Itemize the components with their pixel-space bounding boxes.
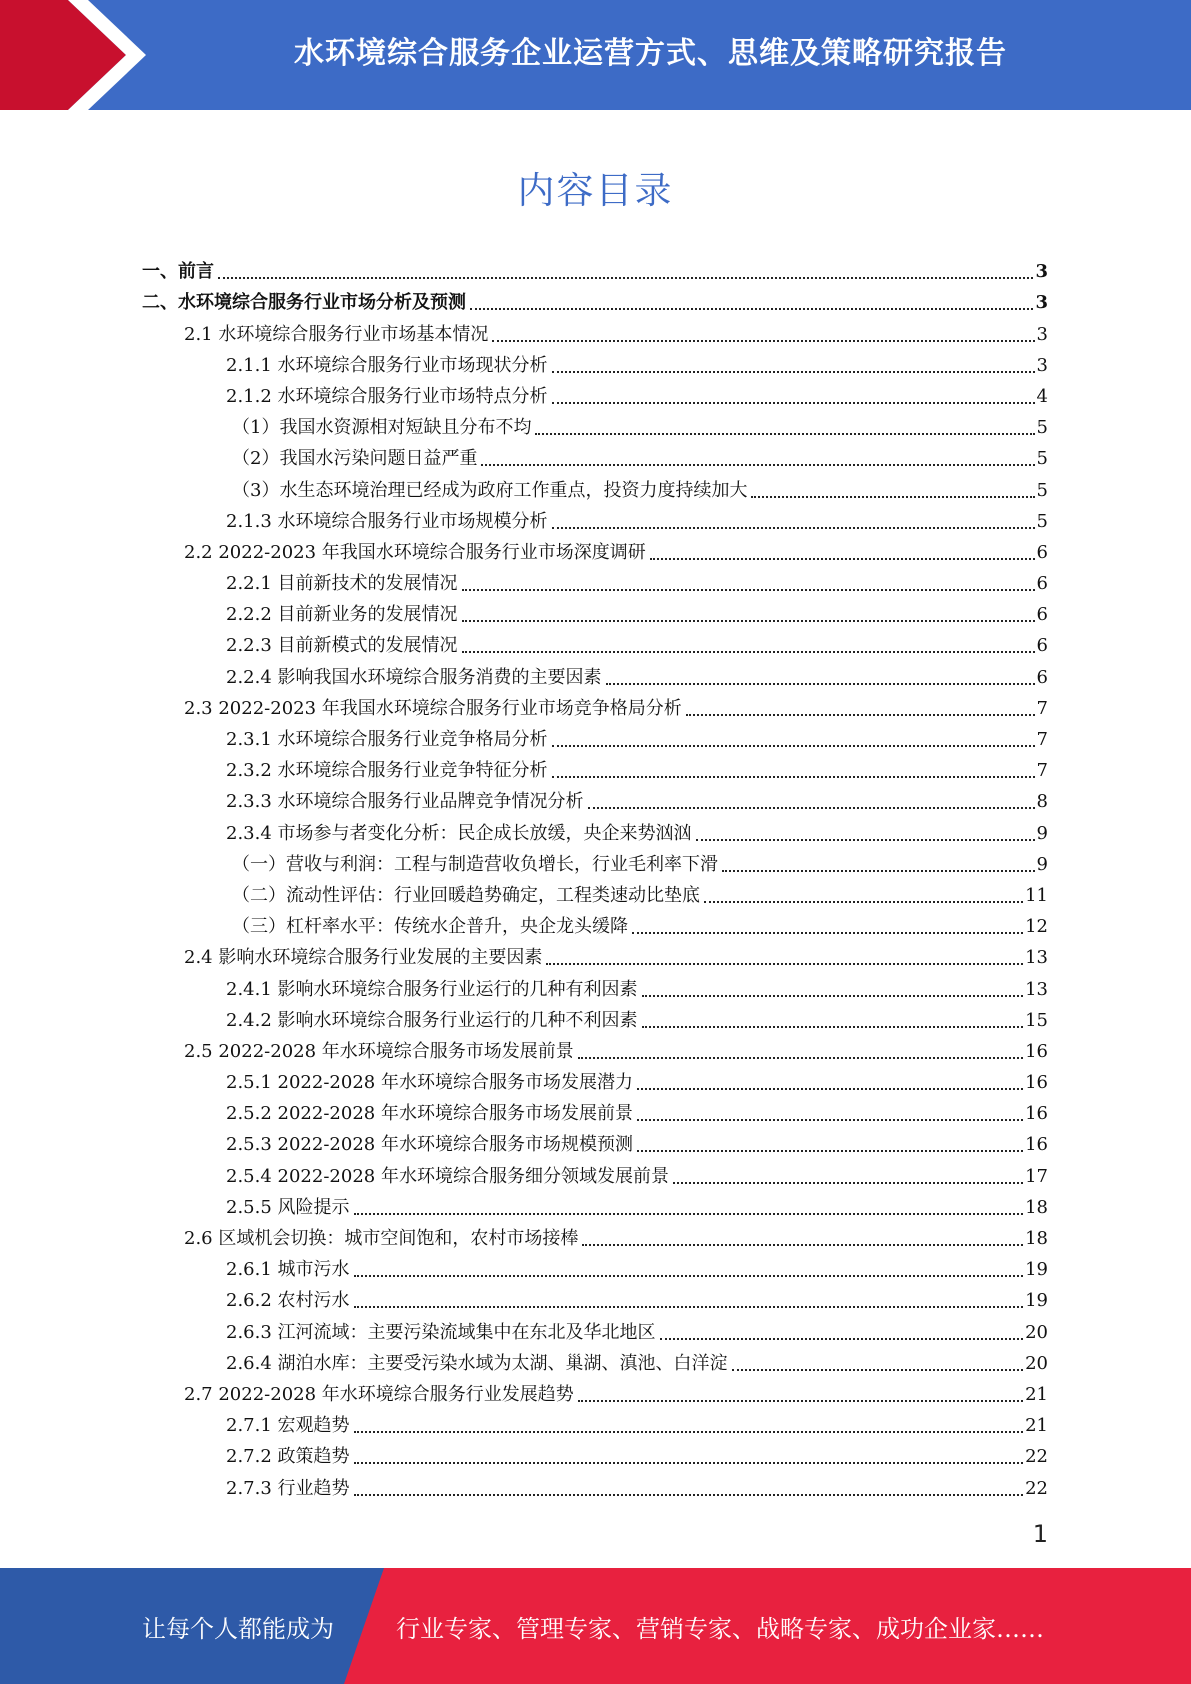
dot-leader — [552, 526, 1035, 529]
toc-entry[interactable] — [142, 1220, 1048, 1251]
toc-entry-page: 22 — [1025, 1446, 1048, 1468]
toc-entry[interactable] — [142, 1251, 1048, 1282]
dot-leader — [462, 619, 1035, 622]
toc-entry-title: 2.6.3 江河流域：主要污染流域集中在东北及华北地区 — [226, 1321, 656, 1343]
toc-entry-page: 17 — [1025, 1165, 1048, 1187]
toc-entry[interactable] — [142, 1438, 1048, 1469]
toc-entry-page: 6 — [1036, 541, 1048, 563]
dot-leader — [704, 900, 1023, 903]
footer-slogan-left: 让每个人都能成为 — [142, 1614, 334, 1643]
dot-leader — [722, 869, 1035, 872]
toc-entry-title: 2.5.5 风险提示 — [226, 1196, 350, 1218]
toc-entry[interactable] — [142, 814, 1048, 845]
toc-entry-page: 9 — [1036, 822, 1048, 844]
toc-entry-page: 3 — [1035, 292, 1048, 314]
dot-leader — [637, 1087, 1023, 1090]
toc-entry-page: 16 — [1025, 1072, 1048, 1094]
footer-banner — [0, 1568, 1191, 1684]
toc-entry[interactable] — [142, 315, 1048, 346]
toc-entry[interactable] — [142, 253, 1048, 284]
dot-leader — [660, 1337, 1024, 1340]
toc-entry-page: 5 — [1036, 417, 1048, 439]
dot-leader — [552, 744, 1035, 747]
toc-entry[interactable] — [142, 846, 1048, 877]
toc-entry-page: 5 — [1036, 479, 1048, 501]
report-title: 水环境综合服务企业运营方式、思维及策略研究报告 — [294, 36, 1007, 71]
toc-entry-page: 4 — [1036, 385, 1048, 407]
dot-leader — [354, 1305, 1024, 1308]
dot-leader — [696, 838, 1035, 841]
dot-leader — [578, 1399, 1023, 1402]
toc-entry-page: 11 — [1025, 884, 1048, 906]
toc-entry-title: 2.7.1 宏观趋势 — [226, 1415, 350, 1437]
toc-entry-title: 2.5 2022-2028 年水环境综合服务市场发展前景 — [184, 1040, 574, 1062]
toc-entry[interactable] — [142, 1002, 1048, 1033]
toc-entry-title: 2.3.2 水环境综合服务行业竞争特征分析 — [226, 760, 548, 782]
toc-entry-page: 21 — [1025, 1415, 1048, 1437]
toc-entry-title: （2）我国水污染问题日益严重 — [232, 448, 478, 470]
dot-leader — [588, 806, 1035, 809]
table-of-contents — [142, 253, 1048, 1501]
toc-entry-page: 18 — [1025, 1228, 1048, 1249]
dot-leader — [552, 775, 1035, 778]
toc-entry-page: 3 — [1036, 354, 1048, 376]
toc-entry[interactable] — [142, 409, 1048, 440]
toc-entry[interactable] — [142, 440, 1048, 471]
toc-entry-title: 2.7.2 政策趋势 — [226, 1446, 350, 1468]
dot-leader — [606, 682, 1035, 685]
toc-entry[interactable] — [142, 471, 1048, 502]
toc-entry-page: 6 — [1036, 666, 1048, 688]
toc-entry[interactable] — [142, 690, 1048, 721]
toc-entry-title: 2.2.4 影响我国水环境综合服务消费的主要因素 — [226, 666, 602, 688]
toc-entry-title: 2.1.1 水环境综合服务行业市场现状分析 — [226, 354, 548, 376]
toc-entry-title: 二、水环境综合服务行业市场分析及预测 — [142, 292, 466, 314]
dot-leader — [632, 931, 1023, 934]
toc-entry-page: 3 — [1036, 323, 1048, 345]
toc-entry-title: 2.4.2 影响水环境综合服务行业运行的几种不利因素 — [226, 1009, 638, 1031]
toc-entry[interactable] — [142, 783, 1048, 814]
toc-entry[interactable] — [142, 503, 1048, 534]
toc-entry-page: 7 — [1036, 729, 1048, 750]
dot-leader — [462, 588, 1035, 591]
toc-heading: 内容目录 — [517, 169, 674, 212]
toc-entry-title: 一、前言 — [142, 261, 214, 283]
dot-leader — [686, 713, 1035, 716]
dot-leader — [552, 370, 1035, 373]
toc-entry-title: 2.5.3 2022-2028 年水环境综合服务市场规模预测 — [226, 1134, 633, 1156]
dot-leader — [637, 1118, 1023, 1121]
toc-entry-page: 3 — [1035, 261, 1048, 283]
toc-entry-page: 5 — [1036, 448, 1048, 470]
toc-entry[interactable] — [142, 1189, 1048, 1220]
toc-entry-title: 2.4 影响水环境综合服务行业发展的主要因素 — [184, 947, 543, 969]
toc-entry-title: 2.2.1 目前新技术的发展情况 — [226, 573, 458, 595]
toc-entry-title: 2.3 2022-2023 年我国水环境综合服务行业市场竞争格局分析 — [184, 697, 682, 719]
toc-entry-page: 21 — [1025, 1383, 1048, 1405]
toc-entry[interactable] — [142, 284, 1048, 315]
dot-leader — [637, 1149, 1023, 1152]
toc-entry[interactable] — [142, 378, 1048, 409]
toc-entry-page: 19 — [1025, 1290, 1048, 1312]
toc-entry[interactable] — [142, 1095, 1048, 1126]
toc-entry[interactable] — [142, 970, 1048, 1001]
toc-entry-title: 2.1.2 水环境综合服务行业市场特点分析 — [226, 385, 548, 407]
header-banner — [0, 0, 1191, 110]
toc-entry-title: 2.6.4 湖泊水库：主要受污染水域为太湖、巢湖、滇池、白洋淀 — [226, 1352, 728, 1374]
toc-entry-page: 16 — [1025, 1040, 1048, 1062]
toc-entry-title: 2.5.1 2022-2028 年水环境综合服务市场发展潜力 — [226, 1072, 633, 1094]
toc-entry[interactable] — [142, 939, 1048, 970]
toc-entry[interactable] — [142, 1157, 1048, 1188]
toc-entry-page: 5 — [1036, 510, 1048, 532]
dot-leader — [582, 1243, 1023, 1246]
page-number: 1 — [1032, 1520, 1048, 1548]
toc-entry-page: 13 — [1025, 978, 1048, 1000]
toc-entry-page: 6 — [1036, 635, 1048, 657]
dot-leader — [732, 1368, 1024, 1371]
dot-leader — [470, 307, 1033, 310]
toc-entry-page: 6 — [1036, 604, 1048, 626]
toc-entry[interactable] — [142, 1313, 1048, 1344]
toc-entry-title: 2.1 水环境综合服务行业市场基本情况 — [184, 323, 489, 345]
toc-entry-page: 18 — [1025, 1196, 1048, 1218]
dot-leader — [354, 1430, 1024, 1433]
toc-entry-title: 2.7 2022-2028 年水环境综合服务行业发展趋势 — [184, 1383, 574, 1405]
toc-entry-page: 7 — [1036, 760, 1048, 782]
toc-entry[interactable] — [142, 721, 1048, 752]
dot-leader — [552, 401, 1035, 404]
toc-entry-page: 8 — [1036, 791, 1048, 813]
toc-entry[interactable] — [142, 908, 1048, 939]
toc-entry[interactable] — [142, 534, 1048, 565]
toc-entry[interactable] — [142, 1376, 1048, 1407]
toc-entry[interactable] — [142, 1126, 1048, 1157]
dot-leader — [650, 557, 1035, 560]
toc-entry-title: （二）流动性评估：行业回暖趋势确定，工程类速动比垫底 — [232, 884, 700, 906]
toc-entry-title: 2.3.4 市场参与者变化分析：民企成长放缓，央企来势汹汹 — [226, 822, 692, 844]
toc-entry-title: 2.3.1 水环境综合服务行业竞争格局分析 — [226, 729, 548, 750]
dot-leader — [492, 339, 1034, 342]
footer-slogan-right: 行业专家、管理专家、营销专家、战略专家、成功企业家…… — [396, 1614, 1044, 1643]
toc-entry-page: 20 — [1025, 1321, 1048, 1343]
toc-entry-page: 16 — [1025, 1134, 1048, 1156]
toc-entry-title: 2.5.4 2022-2028 年水环境综合服务细分领域发展前景 — [226, 1165, 669, 1187]
toc-entry[interactable] — [142, 1345, 1048, 1376]
toc-entry[interactable] — [142, 752, 1048, 783]
dot-leader — [642, 1025, 1024, 1028]
dot-leader — [462, 650, 1035, 653]
dot-leader — [354, 1212, 1024, 1215]
toc-entry-title: 2.4.1 影响水环境综合服务行业运行的几种有利因素 — [226, 978, 638, 1000]
dot-leader — [354, 1461, 1024, 1464]
toc-entry-page: 7 — [1036, 697, 1048, 719]
toc-entry[interactable] — [142, 1469, 1048, 1500]
dot-leader — [642, 994, 1024, 997]
toc-entry-title: 2.7.3 行业趋势 — [226, 1477, 350, 1499]
toc-entry-title: 2.3.3 水环境综合服务行业品牌竞争情况分析 — [226, 791, 584, 813]
toc-entry-title: 2.2.2 目前新业务的发展情况 — [226, 604, 458, 626]
toc-entry-title: （三）杠杆率水平：传统水企普升，央企龙头缓降 — [232, 916, 628, 938]
toc-entry[interactable] — [142, 658, 1048, 689]
toc-entry-title: 2.1.3 水环境综合服务行业市场规模分析 — [226, 510, 548, 532]
toc-entry[interactable] — [142, 877, 1048, 908]
dot-leader — [354, 1493, 1024, 1496]
toc-entry-page: 20 — [1025, 1352, 1048, 1374]
toc-entry-page: 22 — [1025, 1477, 1048, 1499]
toc-entry[interactable] — [142, 1282, 1048, 1313]
dot-leader — [535, 432, 1034, 435]
toc-entry[interactable] — [142, 1033, 1048, 1064]
toc-entry-title: （3）水生态环境治理已经成为政府工作重点，投资力度持续加大 — [232, 479, 748, 501]
dot-leader — [673, 1181, 1023, 1184]
toc-entry[interactable] — [142, 347, 1048, 378]
toc-entry-title: 2.2.3 目前新模式的发展情况 — [226, 635, 458, 657]
toc-entry-page: 6 — [1036, 573, 1048, 595]
dot-leader — [354, 1274, 1024, 1277]
toc-entry-title: 2.6.2 农村污水 — [226, 1290, 350, 1312]
toc-entry-title: （1）我国水资源相对短缺且分布不均 — [232, 417, 532, 439]
toc-entry[interactable] — [142, 596, 1048, 627]
dot-leader — [578, 1056, 1023, 1059]
toc-entry[interactable] — [142, 1407, 1048, 1438]
toc-entry[interactable] — [142, 627, 1048, 658]
toc-entry-title: 2.2 2022-2023 年我国水环境综合服务行业市场深度调研 — [184, 541, 646, 563]
toc-entry-page: 12 — [1025, 916, 1048, 938]
toc-entry-title: 2.6.1 城市污水 — [226, 1259, 350, 1281]
dot-leader — [751, 495, 1034, 498]
toc-entry-page: 16 — [1025, 1103, 1048, 1125]
toc-entry-title: 2.6 区域机会切换：城市空间饱和，农村市场接棒 — [184, 1228, 579, 1249]
toc-entry-title: 2.5.2 2022-2028 年水环境综合服务市场发展前景 — [226, 1103, 633, 1125]
toc-entry[interactable] — [142, 565, 1048, 596]
toc-entry-page: 19 — [1025, 1259, 1048, 1281]
toc-entry-page: 15 — [1025, 1009, 1048, 1031]
dot-leader — [481, 463, 1034, 466]
toc-entry-page: 9 — [1036, 853, 1048, 875]
header-arrow-graphic — [0, 0, 160, 110]
toc-entry-title: （一）营收与利润：工程与制造营收负增长，行业毛利率下滑 — [232, 853, 718, 875]
dot-leader — [218, 276, 1033, 279]
toc-entry[interactable] — [142, 1064, 1048, 1095]
dot-leader — [546, 962, 1023, 965]
toc-entry-page: 13 — [1025, 947, 1048, 969]
